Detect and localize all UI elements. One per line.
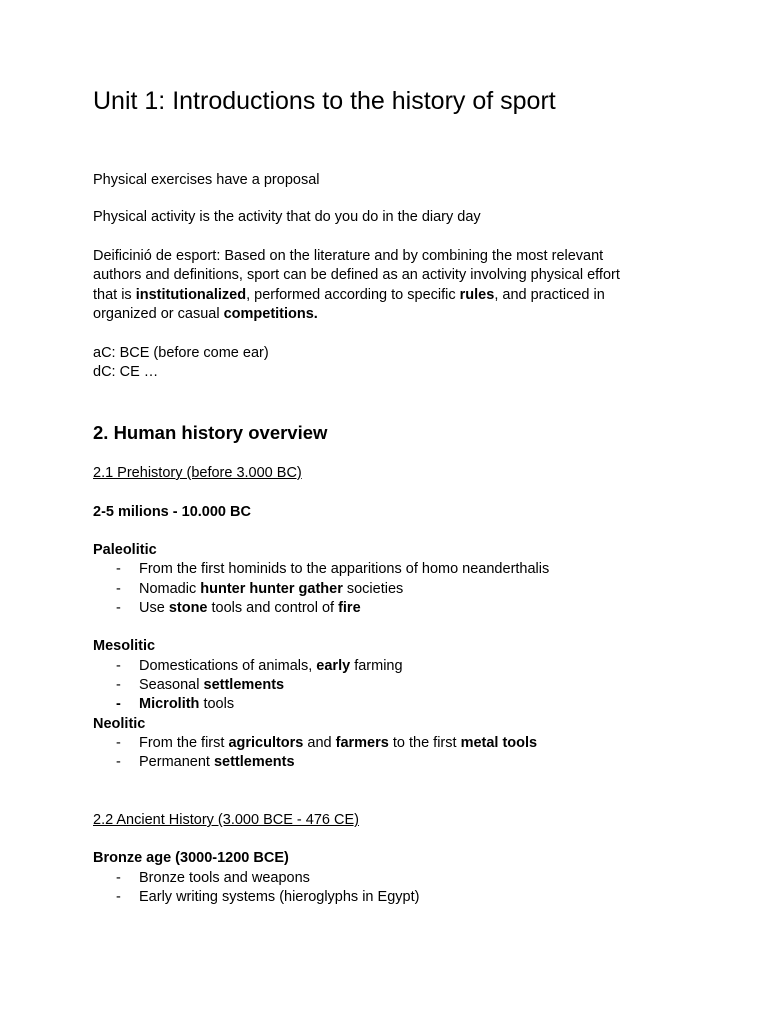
list-item-text: From the first hominids to the apparitions of homo neanderthalis [139, 561, 550, 577]
text-run: , and practiced in [494, 287, 605, 303]
text-run: Nomadic [139, 581, 201, 597]
list-item-text: Bronze tools and weapons [139, 870, 310, 886]
page-title: Unit 1: Introductions to the history of sport [93, 87, 556, 115]
bold-term: competitions. [223, 306, 318, 322]
definition-line-4 [93, 305, 318, 324]
bold-term: fire [338, 600, 361, 616]
list-dash: - [116, 581, 121, 597]
list-dash: - [116, 754, 121, 770]
bold-term: hunter hunter gather [200, 581, 343, 597]
text-run: , performed according to specific [246, 287, 460, 303]
list-item-text: Early writing systems (hieroglyphs in Egypt) [139, 889, 420, 905]
list-dash: - [116, 735, 121, 751]
definition-line-3 [93, 286, 605, 305]
intro-paragraph-1: Physical exercises have a proposal [93, 172, 320, 188]
definition-line-1: Deificinió de esport: Based on the literature and by combining the most relevant [93, 248, 604, 264]
list-dash: - [116, 696, 121, 712]
list-item-text [139, 695, 234, 714]
list-dash: - [116, 600, 121, 616]
bold-term: early [316, 658, 351, 674]
list-item-text [139, 657, 403, 676]
era-note-dc: dC: CE … [93, 364, 159, 380]
section-heading: 2. Human history overview [93, 422, 328, 443]
neolitic-heading: Neolitic [93, 716, 146, 732]
intro-paragraph-2: Physical activity is the activity that do you do in the diary day [93, 209, 481, 225]
list-dash: - [116, 658, 121, 674]
text-run: organized or casual [93, 306, 224, 322]
bold-term: farmers [335, 735, 389, 751]
text-run: that is [93, 287, 136, 303]
text-run: tools [199, 696, 235, 712]
list-item-text [139, 580, 403, 599]
period-range: 2-5 milions - 10.000 BC [93, 504, 251, 520]
text-run: societies [342, 581, 404, 597]
bold-term: agricultors [228, 735, 304, 751]
text-run: Seasonal [139, 677, 204, 693]
text-run: Use [139, 600, 169, 616]
list-dash: - [116, 561, 121, 577]
definition-line-2: authors and definitions, sport can be defined as an activity involving physical effort [93, 267, 620, 283]
text-run: farming [350, 658, 403, 674]
text-run: Domestications of animals, [139, 658, 317, 674]
subsection-heading-prehistory: 2.1 Prehistory (before 3.000 BC) [93, 465, 302, 481]
list-item-text [139, 753, 295, 772]
bold-term: settlements [213, 754, 295, 770]
bold-term: stone [168, 600, 208, 616]
list-dash: - [116, 889, 121, 905]
text-run: Permanent [139, 754, 214, 770]
bold-term: rules [459, 287, 495, 303]
bold-term: institutionalized [135, 287, 247, 303]
bold-term: metal tools [460, 735, 538, 751]
paleolitic-heading: Paleolitic [93, 542, 157, 558]
text-run: and [303, 735, 336, 751]
list-item-text [139, 599, 361, 618]
text-run: tools and control of [207, 600, 339, 616]
list-item-text [139, 676, 284, 695]
list-item-text [139, 734, 537, 753]
bold-term: Microlith [139, 696, 200, 712]
text-run: From the first [139, 735, 229, 751]
era-note-ac: aC: BCE (before come ear) [93, 345, 269, 361]
list-dash: - [116, 870, 121, 886]
bold-term: settlements [203, 677, 285, 693]
list-dash: - [116, 677, 121, 693]
text-run: to the first [388, 735, 461, 751]
subsection-heading-ancient-history: 2.2 Ancient History (3.000 BCE - 476 CE) [93, 812, 359, 828]
bronze-age-heading: Bronze age (3000-1200 BCE) [93, 850, 289, 866]
mesolitic-heading: Mesolitic [93, 638, 156, 654]
